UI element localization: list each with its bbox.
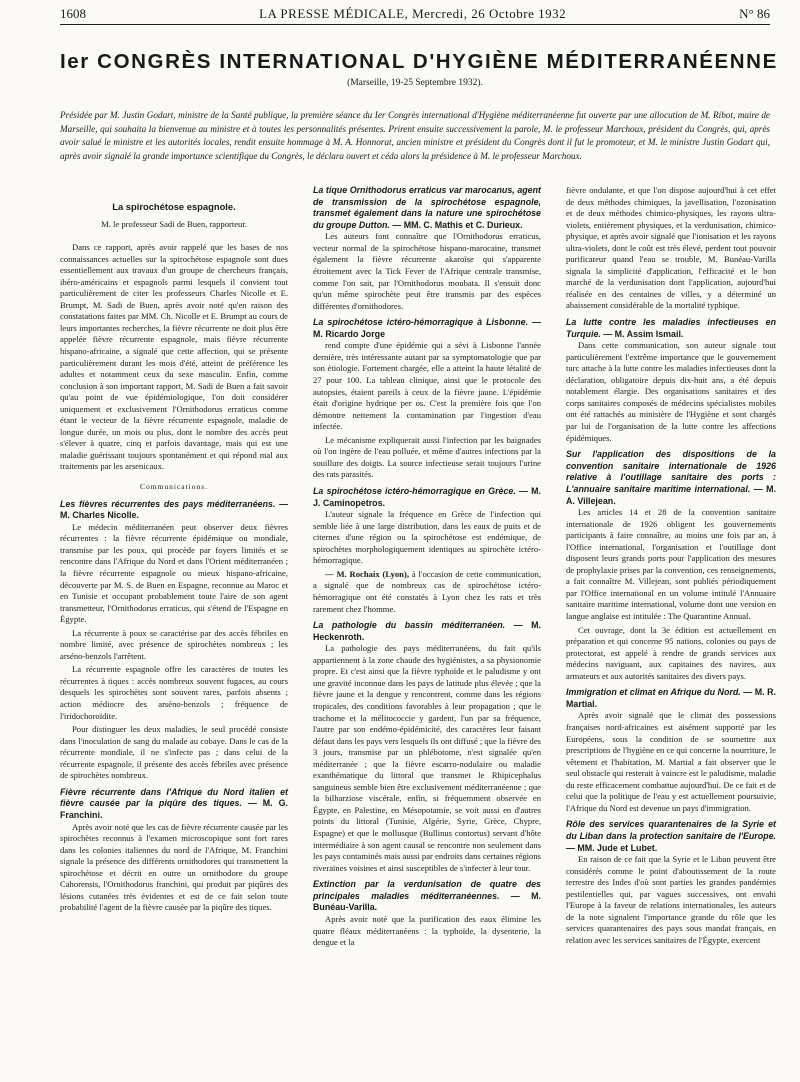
communication-title: La pathologie du bassin méditerranéen. — M. Heckenroth. xyxy=(313,620,541,642)
communication-title: Fièvre récurrente dans l'Afrique du Nord italien et fièvre causée par la piqûre des tiques. — M. G. Franchini. xyxy=(60,786,288,820)
communication-title: Sur l'application des dispositions de la convention sanitaire internationale de 1926 relative à l'outillage sanitaire des ports : L'annuaire sanitaire maritime international. — M. A. Villejean. xyxy=(566,449,777,506)
communication-body: Après avoir signalé que le climat des possessions françaises nord-africaines est aisément supporté par les Européens, sous la condition de se soumettre aux prescriptions de l'hygiène en ce qui concerne la nourriture, le vêtement et l'habitation, M. Martial a fait observer que le seul obstacle qui resterait à vaincre est le paludisme, maladie du reste efficacement combattue aujourd'hui. De ce fait et de celui que la politique de l'eau y est actuellement poursuivie, l'Afrique du Nord est devenue un pays d'immigration. xyxy=(566,710,776,813)
article-subtitle: (Marseille, 19-25 Septembre 1932). xyxy=(347,78,483,88)
communication-title: La lutte contre les maladies infectieuses en Turquie. — M. Assim Ismail. xyxy=(566,317,776,339)
communication-body: Cet ouvrage, dont la 3e édition est actuellement en préparation et qui concerne 95 nations, colonies ou pays de protectorat, est appelé à rendre de grands services aux médecins naviguant, aux capitaines des navires, aux armateurs et aux autorités sanitaires des divers pays. xyxy=(566,624,776,681)
communication-body: Après avoir noté que la purification des eaux élimine les quatre fléaux méditerranéens : la typhoïde, la dysenterie, la dengue et la xyxy=(313,913,541,948)
communication-title: Extinction par la verdunisation de quatre des principales maladies méditerranéennes. — M. Bunéau-Varilla. xyxy=(313,879,541,913)
communication-body: Les auteurs font connaître que l'Ornithodorus erraticus, vecteur normal de la spirochétose hispano-marocaine, transmet également la fièvre récurrente akaroïse qui s'apparente étroitement avec la Tick Fever de l'Afrique centrale transmise, comme l'on sait, par l'Ornithodorus moubata. Il s'ensuit donc qu'un même spirochète peut être transmis par des espèces différentes d'ornithodores. xyxy=(313,231,541,311)
communication-body: La pathologie des pays méditerranéens, du fait qu'ils appartiennent à la zone chaude des hygiénistes, a sa physionomie propre. Et c'est ainsi que la fièvre typhoïde et le paludisme y ont une gravité inconnue dans les pays de latitude plus élevée ; que la fièvre jaune et la dengue y rencontrent, comme dans les régions tropicales, des conditions favorables à leur propagation ; que le trachome et la mélitococcie y gardent, l'un par sa fréquence, l'autre par son endémo-épidémicité, des caractères leur faisant défaut dans les pays vers lesquels ils ont diffusé ; que la fièvre des 3 jours, transmise par un phlébotome, n'est signalée qu'en méditerranée ; que la fièvre escarro-nodulaire ou maladie exanthématique du littoral que transmet le Rhipicephalus sanguineus semble bien être exclusivement méditerranéenne ; que la bilharziose viscérale, enfin, si fréquemment observée en Égypte, en Palestine, en Mésopotamie, se voit aussi en d'autres points du littoral (Tunisie, Algérie, Syrie, Grèce, Chypre, Espagne) et que le mollusque (Bullinus contortus) servant d'hôte intermédiaire à son agent causal se rencontre non seulement dans les pays contaminés mais aussi par endroits dans certaines régions riveraines voisines et ainsi susceptibles de s'infecter à leur tour. xyxy=(313,643,541,873)
communications-label: Communications. xyxy=(139,482,209,492)
communication-body: Pour distinguer les deux maladies, le seul procédé consiste dans l'inoculation de sang du malade au cobaye. Dans le cas de la récurrente mondiale, il ne s'infecte pas ; dans celui de la récurrente espagnole, il présente des accès fébriles avec présence de spirochètes nombreux. xyxy=(60,724,288,781)
communication-body: Après avoir noté que les cas de fièvre récurrente causée par les spirochètes reconnus à l'examen microscopique sont fort rares dans les colonies italiennes du nord de l'Afrique, M. Franchini signale la présence des différents ornithodores qui transmettent la spirochétose et décrit en outre un ornithodore du groupe Cahorensis, l'Ornithodorus franchini, qui produit par piqûres des lésions cutanées très évidentes et est de ce fait selon toute probabilité l'agent de la fièvre causée par la piqûre des tiques. xyxy=(60,821,288,913)
communication-body: Le médecin méditerranéen peut observer deux fièvres récurrentes : la fièvre récurrente épidémique ou mondiale, transmise par les poux, qui procède par foyers limités et se rencontre dans l'Afrique du Nord et dans l'Orient méditerranéen ; la fièvre récurrente espagnole ou mieux hispano-africaine, découverte par M. S. de Buen en Espagne, reconnue au Maroc et en Tunisie et occupant probablement toute l'aire de son agent transmetteur, l'Ornithodorus erraticus, qui s'étend de l'Espagne en Égypte. xyxy=(60,521,288,625)
header-rule xyxy=(60,24,770,25)
communication-body: Le mécanisme expliquerait aussi l'infection par les baignades où l'on ingère de l'eau polluée, et même d'autres infections par la souillure des doigts. La source infectieuse serait toujours l'urine des rats parasités. xyxy=(313,434,541,480)
communication-body: — M. Rochaix (Lyon), à l'occasion de cette communication, a signalé que de nombreux cas de spirochétose ictéro-hémorragique ont été constatés à Lyon chez les rats et très rarement chez l'homme. xyxy=(313,568,541,614)
communication-title: Les fièvres récurrentes des pays méditerranéens. — M. Charles Nicolle. xyxy=(60,498,288,521)
intro-paragraph: Présidée par M. Justin Godart, ministre de la Santé publique, la première séance du Ier Congrès international d'Hygiène méditerranéenne fut ouverte par une allocution de M. Ribot, maire de Marseille, qui souhaita la bienvenue au ministre et à toutes les personnalités présentes. Prirent ensuite successivement la parole, M. le professeur Marchoux, président du Congrès, qui, après avoir salué le ministre et les autorités locales, rendit ensuite hommage à M. A. Honnorat, ancien ministre et président du Congrès dont il fut le promoteur, et M. le ministre Justin Godart qui, après avoir signalé la grande importance scientifique du Congrès, le déclara ouvert et céda alors la présidence à M. le professeur Marchoux. xyxy=(60,110,770,161)
rapporteur-line: M. le professeur Sadi de Buen, rapporteur. xyxy=(101,218,247,229)
journal-title: LA PRESSE MÉDICALE, Mercredi, 26 Octobre 1932 xyxy=(259,6,567,21)
communication-body: rend compte d'une épidémie qui a sévi à Lisbonne l'année dernière, très intéressante autant par sa symptomatologie que par son étiologie. Fortement chargée, elle a atteint la haute létalité de 27 pour 100. La tableau clinique, ainsi que le protocole des autopsies, étaient pareils à ceux de la fièvre jaune. L'épidémie était d'origine hydrique per os. C'est la première fois que l'on démontre nettement la contamination par l'ingestion d'eau infectée. xyxy=(313,340,541,432)
continued-paragraph: fièvre ondulante, et que l'on dispose aujourd'hui à cet effet de deux méthodes chimiques, la javellisation, l'ozonisation et de deux méthodes chimico-physiques, les rayons ultra-violets, entièrement physiques, et la verdunisation, chimico-physique, et après avoir signalé que l'ionisation et les rayons ultra-violets, dont le coût est très élevé, perdent tout pouvoir purificateur quand l'eau se trouble, M. Bunéau-Varilla signala la simplicité d'application, l'efficacité et le bon marché de la verdunisation dont l'application, aujourd'hui réalisée en des centaines de villes, y a déterminé un abaissement considérable de la mortalité typhique. xyxy=(566,185,776,311)
running-header xyxy=(60,6,770,22)
column-3 xyxy=(566,185,776,949)
communication-body: La récurrente à poux se caractérise par des accès fébriles en nombre limité, avec présence de spirochètes nombreux ; les arséno-benzols l'arrêtent. xyxy=(60,627,288,661)
column-2 xyxy=(313,185,541,951)
communication-body: L'auteur signale la fréquence en Grèce de l'infection qui semble liée à une large distribution, dans les eaux de puits et de citernes d'une région ou la spirochétose est endémique, de spirochètes morphologiquement identiques au spirochète ictéro-hémorragique. xyxy=(313,509,541,566)
communication-title: Immigration et climat en Afrique du Nord. — M. R. Martial. xyxy=(566,687,777,709)
issue-number: N° 86 xyxy=(739,6,770,21)
communication-title: La tique Ornithodorus erraticus var marocanus, agent de transmission de la spirochétose espagnole, transmet également dans la nature une spirochétose du groupe Dutton. — MM. C. Mathis et C. Durieux. xyxy=(313,185,541,230)
communication-body: Dans cette communication, son auteur signale tout particulièrement l'extrême importance que le gouvernement turc attache à la lutte contre les maladies infectieuses dont la déclaration, obligatoire depuis dix-huit ans, a été depuis notablement élargie. Des organisations sanitaires et des corps sanitaires composés de médecins spécialistes mobiles ont été rattachés au ministère de l'Hygiène et sont chargés par lui de l'organisation de la lutte contre les affections épidémiques. xyxy=(566,340,776,443)
communication-body: Les articles 14 et 28 de la convention sanitaire internationale de 1926 obligent les gouvernements participants à faire connaître, au moins une fois par an, à l'Office international, l'organisation et l'outillage dont disposent leurs grands ports pour l'application des mesures de prophylaxie prises par la convention, ces renseignements, a fait connaître M. Villejean, sont publiés périodiquement par l'Office international en un volume intitulé l'Annuaire sanitaire maritime international, volume dont une version en langue anglaise est intitulée : The Quarantine Annual. xyxy=(566,507,776,622)
communication-title: La spirochétose ictéro-hémorragique à Lisbonne. — M. Ricardo Jorge xyxy=(313,317,541,339)
column-1 xyxy=(60,185,288,916)
communication-title: Rôle des services quarantenaires de la Syrie et du Liban dans la protection sanitaire de l'Europe. — MM. Jude et Lubet. xyxy=(566,819,776,853)
communication-body: La récurrente espagnole offre les caractères de toutes les récurrentes à tiques : accès nombreux souvent fugaces, au cours desquels les spirochètes sont souvent rares, parfois absents ; action médiocre des arséno-benzols ; fréquence de l'iridochoroïdite. xyxy=(60,664,288,721)
article-title: Ier CONGRÈS INTERNATIONAL D'HYGIÈNE MÉDITERRANÉENNE xyxy=(60,50,778,73)
page-number: 1608 xyxy=(60,6,86,21)
report-paragraph: Dans ce rapport, après avoir rappelé que les bases de nos connaissances actuelles sur la spirochétose espagnole sont dues essentiellement aux travaux d'un groupe de chercheurs français, ibéro-américains et espagnols parmi lesquels il convient tout particulièrement de citer les professeurs Charles Nicolle et E. Brumpt, M. Sadi de Buen, après avoir noté qu'en raison des constatations faites par MM. Ch. Nicolle et E. Brumpt au cours de leurs importantes recherches, la fièvre récurrente ne doit plus être appelée fièvre récurrente espagnole, mais fièvre récurrente hispano-africaine, a signalé que cette affection, qui se présente particulièrement durant les mois d'été, atteint de préférence les adultes et notamment ceux du sexe masculin. Enfin, comme conclusion à son important rapport, M. Sadi de Buen a fait savoir qu'au point de vue épidémiologique, l'on doit considérer uniquement et exclusivement l'Ornithodorus erraticus comme étant le vecteur de la fièvre récurrente espagnole, maladie de longue durée, un mois ou plus, dont le nombre des accès peut s'élever à quatre, cinq et parfois davantage, mais qui est une maladie guérissant toujours spontanément et qui répond mal aux traitements par les arsenicaux. xyxy=(60,242,288,472)
section-heading: La spirochétose espagnole. xyxy=(112,201,236,212)
communication-title: La spirochétose ictéro-hémorragique en Grèce. — M. J. Caminopetros. xyxy=(313,485,542,508)
communication-body: En raison de ce fait que la Syrie et le Liban peuvent être considérés comme le point d'aboutissement de la route terrestre des Indes d'où sont parties les grandes pandémies pestilentielles qui, par vagues successives, ont envahi l'Europe à la faveur de relations internationales, les auteurs de la note signalent l'importance grande du rôle que les services quarantenaires des pays sous mandat français, en relation avec les services sanitaires de l'Égypte, exercent xyxy=(566,854,776,946)
